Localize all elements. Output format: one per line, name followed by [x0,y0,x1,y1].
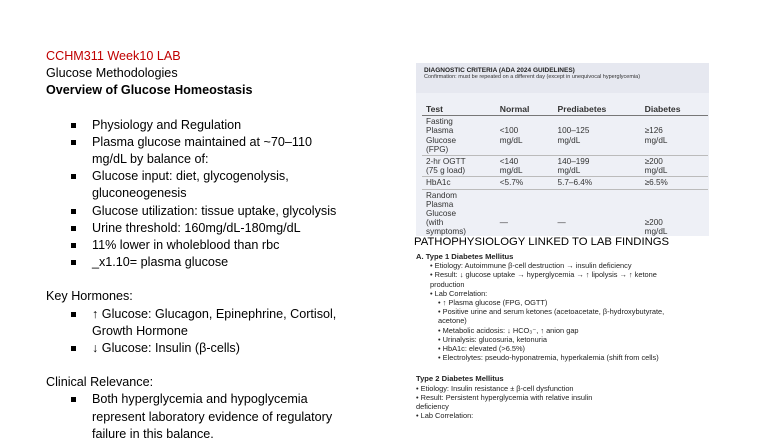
hormone-bullet-text: ↓ Glucose: Insulin (β-cells) [92,341,240,356]
physiology-bullet [46,168,386,202]
clinical-bullet-text: represent laboratory evidence of regulatory [92,409,333,424]
table-cell: <140 mg/dL [496,156,554,177]
physiology-bullet-text: Glucose input: diet, glycogenolysis, [92,169,289,184]
table-cell: HbA1c [422,177,496,189]
hormone-bullet-text: ↑ Glucose: Glucagon, Epinephrine, Cortisol, [92,306,337,321]
square-bullet-icon [71,260,76,265]
physiology-bullet-text: Urine threshold: 160mg/dL-180mg/dL [92,220,301,235]
table-header-cell: Prediabetes [554,103,641,116]
square-bullet-icon [71,174,76,179]
square-bullet-icon [71,123,76,128]
slide-heading: Overview of Glucose Homeostasis [46,83,253,98]
type1-title: A. Type 1 Diabetes Mellitus [416,252,514,261]
table-header-cell: Diabetes [641,103,708,116]
slide-text-column [46,48,386,443]
table-row [422,116,708,156]
slide-subtitle: Glucose Methodologies [46,66,178,81]
table-cell: ≥126 mg/dL [641,116,708,156]
table-cell: — [554,189,641,236]
type2-line: deficiency [416,402,449,412]
physiology-bullet-list [46,117,386,272]
type2-line: • Result: Persistent hyperglycemia with relative insulin [416,392,593,402]
physiology-bullet-text: Glucose utilization: tissue uptake, glycolysis [92,203,337,218]
diagnostic-criteria-note: Confirmation: must be repeated on a different day (except in unequivocal hyperglycemia) [424,74,641,80]
type1-lab-line: • Positive urine and serum ketones (acetoacetate, β-hydroxybutyrate, [438,307,665,317]
pathophysiology-caption: PATHOPHYSIOLOGY LINKED TO LAB FINDINGS [414,236,670,248]
square-bullet-icon [71,209,76,214]
table-cell: <5.7% [496,177,554,189]
square-bullet-icon [71,140,76,145]
type1-line: production [430,279,465,289]
type1-lab-line: • HbA1c: elevated (>6.5%) [438,344,526,354]
table-cell: — [496,189,554,236]
table-row [422,156,708,177]
table-cell: 100–125 mg/dL [554,116,641,156]
type2-line: • Etiology: Insulin resistance ± β-cell dysfunction [416,383,574,393]
type1-lab-line: acetone) [438,316,467,326]
table-row [422,177,708,189]
physiology-bullet [46,220,386,237]
clinical-bullet-text: failure in this balance. [92,426,214,441]
table-cell: ≥200 mg/dL [641,189,708,236]
table-header-cell: Normal [496,103,554,116]
table-cell: 140–199 mg/dL [554,156,641,177]
table-row [422,189,708,236]
physiology-bullet-text: gluconeogenesis [92,186,187,201]
table-cell: ≥6.5% [641,177,708,189]
clinical-relevance-title: Clinical Relevance: [46,375,154,390]
hormone-bullet-list [46,306,386,358]
type2-title: Type 2 Diabetes Mellitus [416,374,504,384]
type1-lab-line: • Electrolytes: pseudo-hyponatremia, hyperkalemia (shift from cells) [438,353,659,363]
table-cell: ≥200 mg/dL [641,156,708,177]
square-bullet-icon [71,397,76,402]
pathophysiology-image [416,252,716,441]
type1-lab-line: • Urinalysis: glucosuria, ketonuria [438,334,547,344]
type1-lab-line: • Metabolic acidosis: ↓ HCO₃⁻, ↑ anion gap [438,325,579,335]
physiology-bullet [46,117,386,134]
type2-line: • Lab Correlation: [416,411,474,421]
physiology-bullet [46,237,386,254]
type1-line: • Result: ↓ glucose uptake → hyperglycemia → ↑ lipolysis → ↑ ketone [430,270,657,280]
physiology-bullet-text: _x1.10= plasma glucose [92,255,229,270]
physiology-bullet-text: mg/dL by balance of: [92,152,209,167]
clinical-bullet-list [46,391,386,443]
table-cell: 5.7–6.4% [554,177,641,189]
type1-lab-line: • ↑ Plasma glucose (FPG, OGTT) [438,298,548,308]
square-bullet-icon [71,346,76,351]
course-title: CCHM311 Week10 LAB [46,49,181,63]
clinical-bullet [46,391,386,443]
table-cell: 2-hr OGTT (75 g load) [422,156,496,177]
table-cell: <100 mg/dL [496,116,554,156]
clinical-bullet-text: Both hyperglycemia and hypoglycemia [92,392,308,407]
square-bullet-icon [71,226,76,231]
physiology-bullet-text: 11% lower in wholeblood than rbc [92,238,280,253]
square-bullet-icon [71,243,76,248]
hormone-bullet-text: Growth Hormone [92,323,188,338]
physiology-bullet [46,254,386,271]
hormone-bullet [46,340,386,357]
table-cell: Random Plasma Glucose (with symptoms) [422,189,496,236]
square-bullet-icon [71,312,76,317]
physiology-bullet [46,134,386,168]
type1-line: • Lab Correlation: [430,288,488,298]
table-cell: Fasting Plasma Glucose (FPG) [422,116,496,156]
hormone-bullet [46,306,386,340]
diagnostic-criteria-image [416,63,709,236]
diagnostic-criteria-table [422,103,708,236]
diagnostic-criteria-title: DIAGNOSTIC CRITERIA (ADA 2024 GUIDELINES) [424,67,575,74]
key-hormones-title: Key Hormones: [46,289,133,304]
type1-line: • Etiology: Autoimmune β-cell destruction → insulin deficiency [430,261,632,271]
physiology-bullet-text: Plasma glucose maintained at ~70–110 [92,134,312,149]
physiology-bullet [46,203,386,220]
table-header-cell: Test [422,103,496,116]
physiology-bullet-text: Physiology and Regulation [92,117,242,132]
